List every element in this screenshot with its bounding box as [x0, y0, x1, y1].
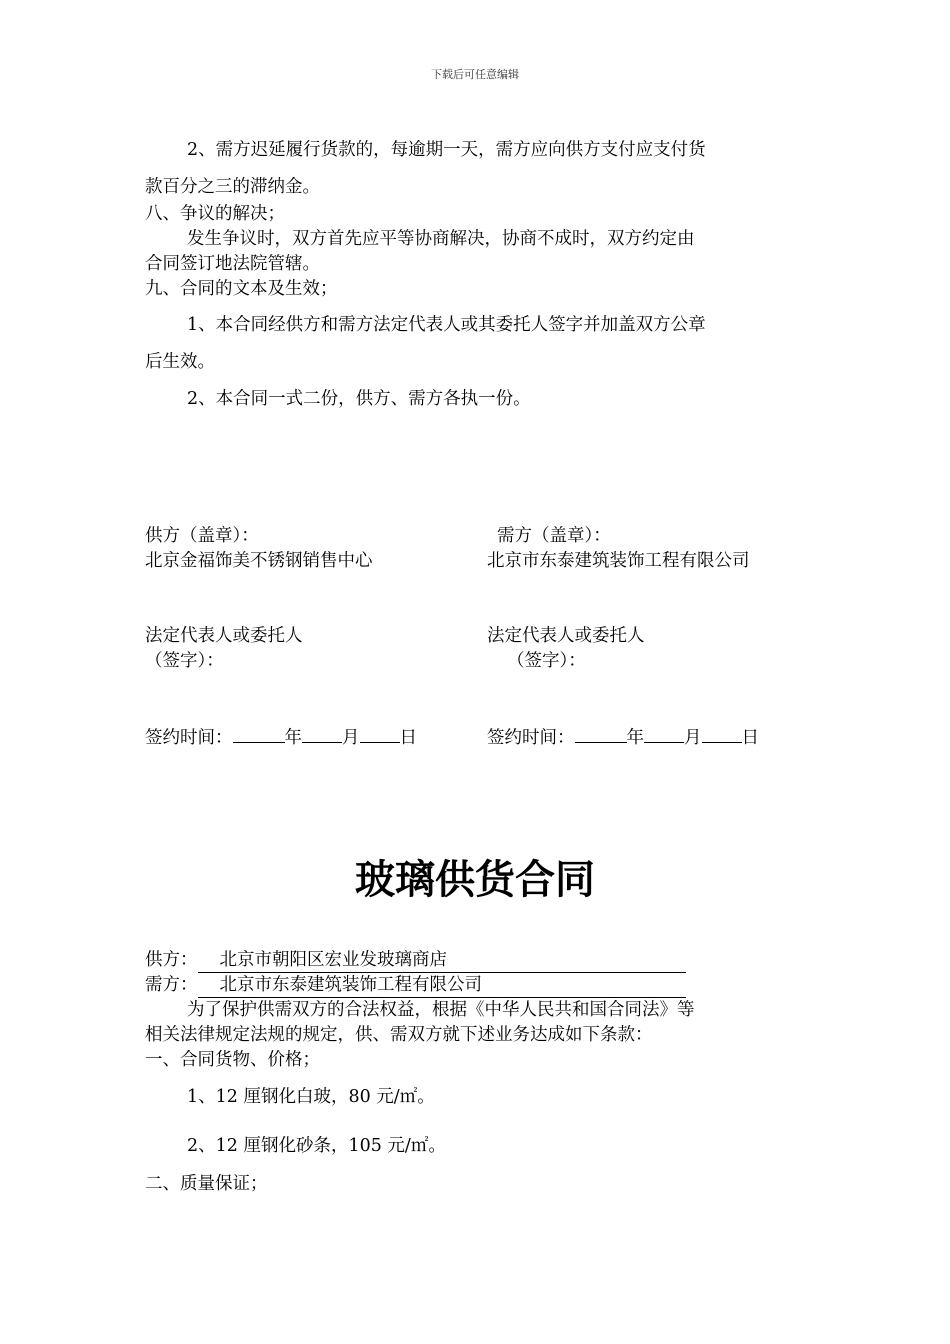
- clause-text: 后生效。: [145, 352, 215, 372]
- intro-text: 相关法律规定法规的规定，供、需双方就下述业务达成如下条款：: [145, 1025, 653, 1045]
- supplier-date-line: 签约时间： 年 月 日: [145, 724, 417, 750]
- supplier-rep-label: 法定代表人或委托人: [145, 626, 303, 646]
- buyer-date-line: 签约时间： 年 月 日: [487, 724, 759, 750]
- clause-text: 2、需方迟延履行货款的，每逾期一天，需方应向供方支付应支付货: [187, 140, 706, 160]
- buyer-field: 北京市东泰建筑装饰工程有限公司: [198, 973, 686, 998]
- clause-text: 1、本合同经供方和需方法定代表人或其委托人签字并加盖双方公章: [187, 315, 706, 335]
- section-heading: 一、合同货物、价格；: [145, 1050, 320, 1070]
- section-heading: 八、争议的解决；: [145, 204, 285, 224]
- intro-text: 为了保护供需双方的合法权益，根据《中华人民共和国合同法》等: [187, 1000, 695, 1020]
- supplier-name: 北京金福饰美不锈钢销售中心: [145, 551, 373, 571]
- supplier-field: 北京市朝阳区宏业发玻璃商店: [198, 948, 686, 973]
- buyer-seal-label: 需方（盖章）：: [497, 526, 611, 546]
- clause-text: 合同签订地法院管辖。: [145, 254, 320, 274]
- supplier-line: 供方： 北京市朝阳区宏业发玻璃商店: [145, 948, 686, 973]
- buyer-name: 北京市东泰建筑装饰工程有限公司: [487, 551, 750, 571]
- clause-text: 款百分之三的滞纳金。: [145, 177, 320, 197]
- supplier-sign-label: （签字）：: [145, 651, 224, 671]
- buyer-sign-label: （签字）：: [507, 651, 586, 671]
- clause-text: 2、本合同一式二份，供方、需方各执一份。: [187, 389, 531, 409]
- contract-title: 玻璃供货合同: [355, 857, 595, 903]
- buyer-line: 需方： 北京市东泰建筑装饰工程有限公司: [145, 973, 686, 998]
- section-heading: 九、合同的文本及生效；: [145, 279, 338, 299]
- item-text: 1、12 厘钢化白玻，80 元/㎡。: [187, 1087, 435, 1107]
- section-heading: 二、质量保证；: [145, 1174, 268, 1194]
- buyer-rep-label: 法定代表人或委托人: [487, 626, 645, 646]
- page-header: 下载后可任意编辑: [431, 68, 519, 81]
- supplier-seal-label: 供方（盖章）：: [145, 526, 259, 546]
- item-text: 2、12 厘钢化砂条，105 元/㎡。: [187, 1136, 446, 1156]
- clause-text: 发生争议时，双方首先应平等协商解决，协商不成时，双方约定由: [187, 229, 695, 249]
